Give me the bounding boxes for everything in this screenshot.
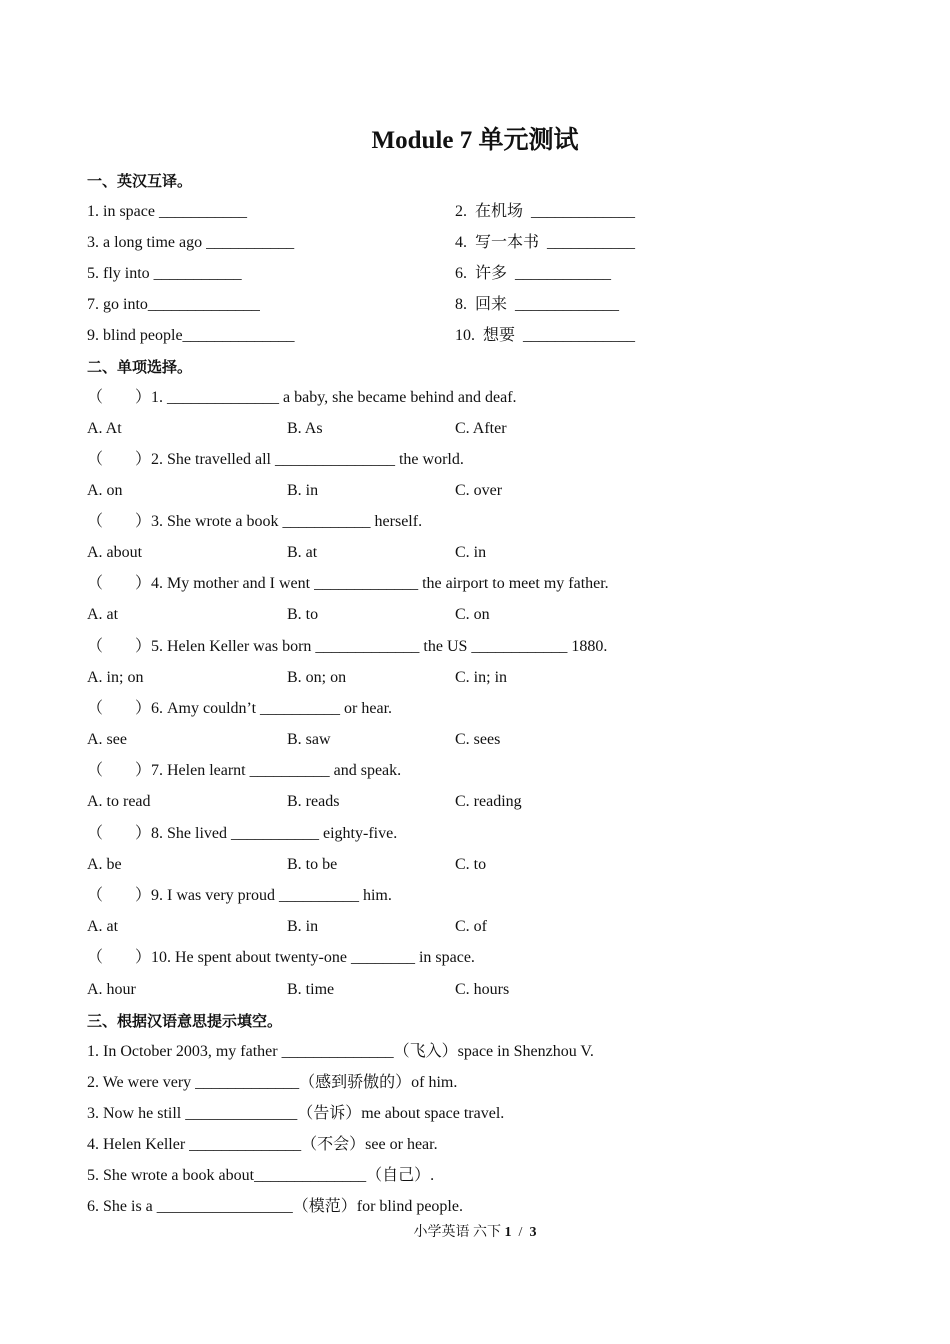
option-b: B. in — [287, 482, 319, 499]
translation-item: 3. a long time ago ___________ — [87, 234, 295, 251]
fill-in-item: 4. Helen Keller ______________（不会）see or hear. — [87, 1136, 438, 1153]
option-a: A. in; on — [87, 669, 144, 686]
page-total: 3 — [529, 1225, 537, 1240]
page-footer — [0, 1222, 950, 1244]
translation-item: 5. fly into ___________ — [87, 265, 242, 282]
option-c: C. on — [455, 606, 490, 623]
question-stem: （ ）10. He spent about twenty-one ________ in space. — [87, 949, 475, 966]
fill-in-item: 1. In October 2003, my father ______________（飞入）space in Shenzhou V. — [87, 1043, 594, 1060]
translation-item: 6. 许多 ____________ — [455, 265, 612, 282]
option-b: B. reads — [287, 793, 340, 810]
question-stem: （ ）7. Helen learnt __________ and speak. — [87, 762, 402, 779]
option-b: B. on; on — [287, 669, 347, 686]
question-stem: （ ）6. Amy couldn’t __________ or hear. — [87, 700, 393, 717]
option-c: C. in — [455, 544, 487, 561]
page-separator: / — [511, 1225, 530, 1240]
question-stem: （ ）8. She lived ___________ eighty-five. — [87, 825, 398, 842]
option-c: C. of — [455, 918, 487, 935]
footer-label: 小学英语 六下 — [413, 1225, 505, 1240]
question-stem: （ ）2. She travelled all _______________ the world. — [87, 451, 464, 468]
option-b: B. As — [287, 420, 323, 437]
option-a: A. see — [87, 731, 127, 748]
translation-item: 8. 回来 _____________ — [455, 296, 620, 313]
question-stem: （ ）4. My mother and I went _____________ the airport to meet my father. — [87, 575, 609, 592]
option-c: C. reading — [455, 793, 522, 810]
option-b: B. saw — [287, 731, 331, 748]
page-number: 1 — [504, 1225, 512, 1240]
option-c: C. in; in — [455, 669, 508, 686]
option-b: B. in — [287, 918, 319, 935]
translation-item: 10. 想要 ______________ — [455, 327, 636, 344]
section2-heading: 二、单项选择。 — [87, 358, 193, 376]
option-a: A. at — [87, 918, 119, 935]
option-b: B. at — [287, 544, 318, 561]
option-a: A. hour — [87, 981, 136, 998]
fill-in-item: 6. She is a _________________（模范）for blind people. — [87, 1198, 463, 1215]
option-a: A. be — [87, 856, 122, 873]
option-a: A. At — [87, 420, 122, 437]
section1-heading: 一、英汉互译。 — [87, 172, 193, 190]
option-b: B. to — [287, 606, 319, 623]
page-title: Module 7 单元测试 — [371, 127, 579, 154]
option-c: C. to — [455, 856, 487, 873]
option-c: C. hours — [455, 981, 510, 998]
fill-in-item: 3. Now he still ______________（告诉）me about space travel. — [87, 1105, 505, 1122]
option-b: B. time — [287, 981, 335, 998]
option-c: C. over — [455, 482, 503, 499]
translation-item: 4. 写一本书 ___________ — [455, 234, 636, 251]
question-stem: （ ）5. Helen Keller was born _____________ the US ____________ 1880. — [87, 638, 608, 655]
option-a: A. at — [87, 606, 119, 623]
question-stem: （ ）3. She wrote a book ___________ herself. — [87, 513, 423, 530]
option-a: A. about — [87, 544, 143, 561]
translation-item: 1. in space ___________ — [87, 203, 247, 220]
option-b: B. to be — [287, 856, 338, 873]
translation-item: 7. go into______________ — [87, 296, 260, 313]
section3-heading: 三、根据汉语意思提示填空。 — [87, 1012, 283, 1030]
fill-in-item: 5. She wrote a book about______________（自己）. — [87, 1167, 435, 1184]
fill-in-item: 2. We were very _____________（感到骄傲的）of him. — [87, 1074, 458, 1091]
translation-item: 2. 在机场 _____________ — [455, 203, 636, 220]
translation-item: 9. blind people______________ — [87, 327, 295, 344]
question-stem: （ ）1. ______________ a baby, she became behind and deaf. — [87, 389, 517, 406]
option-c: C. After — [455, 420, 507, 437]
question-stem: （ ）9. I was very proud __________ him. — [87, 887, 392, 904]
option-a: A. to read — [87, 793, 151, 810]
option-c: C. sees — [455, 731, 501, 748]
option-a: A. on — [87, 482, 123, 499]
